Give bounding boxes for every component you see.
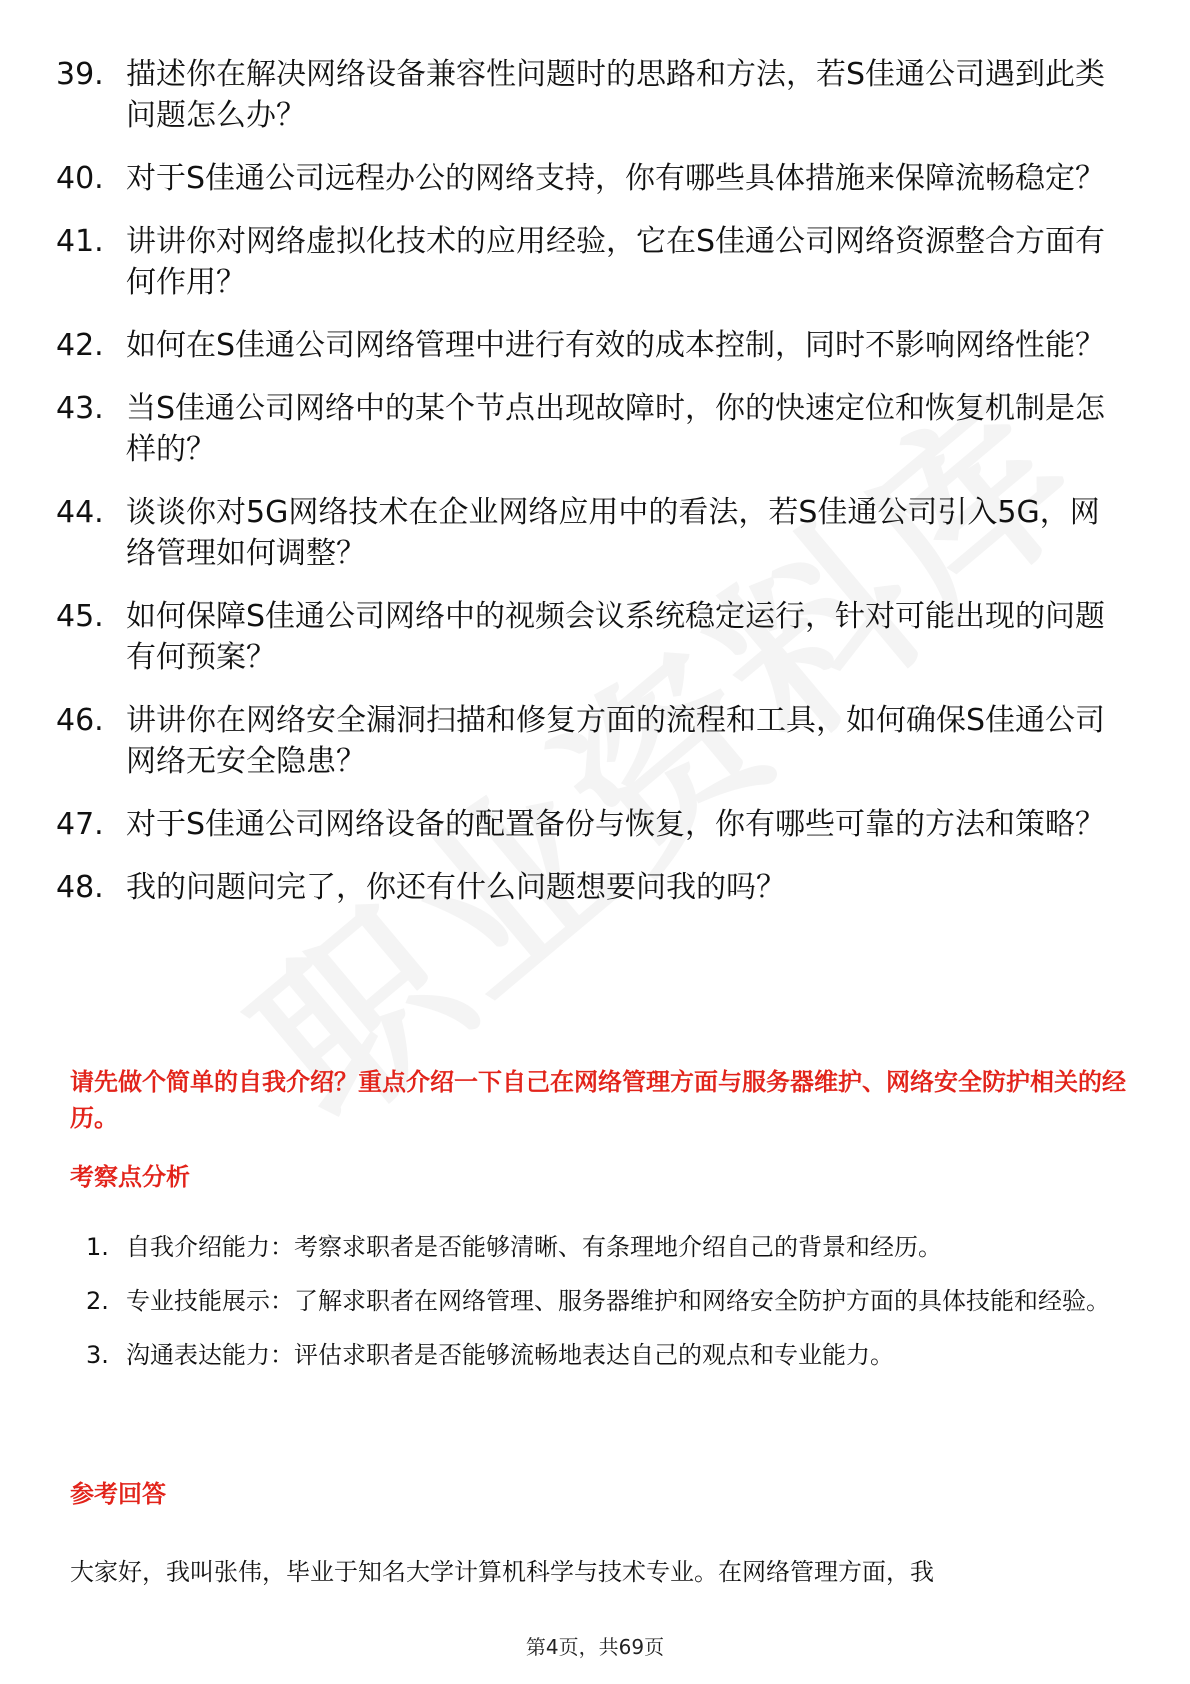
question-item	[0, 492, 1106, 574]
question-item	[0, 596, 1106, 678]
analysis-text: 沟通表达能力：评估求职者是否能够流畅地表达自己的观点和专业能力。	[126, 1341, 894, 1369]
analysis-text: 专业技能展示：了解求职者在网络管理、服务器维护和网络安全防护方面的具体技能和经验。	[126, 1287, 1110, 1315]
question-text: 描述你在解决网络设备兼容性问题时的思路和方法，若S佳通公司遇到此类问题怎么办？	[126, 57, 1106, 133]
question-text: 如何保障S佳通公司网络中的视频会议系统稳定运行，针对可能出现的问题有何预案？	[126, 599, 1106, 675]
question-number: 39.	[56, 57, 104, 92]
featured-question: 请先做个简单的自我介绍？重点介绍一下自己在网络管理方面与服务器维护、网络安全防护相关的经历。	[70, 1068, 1126, 1132]
question-number: 48.	[56, 870, 104, 905]
question-item	[0, 158, 1106, 199]
question-text: 讲讲你对网络虚拟化技术的应用经验，它在S佳通公司网络资源整合方面有何作用？	[126, 224, 1106, 300]
analysis-list	[0, 1220, 1190, 1382]
question-number: 41.	[56, 224, 104, 259]
analysis-number: 1.	[86, 1233, 109, 1261]
question-number: 44.	[56, 495, 104, 530]
question-item	[0, 804, 1106, 845]
question-number: 43.	[56, 391, 104, 426]
question-text: 对于S佳通公司远程办公的网络支持，你有哪些具体措施来保障流畅稳定？	[126, 161, 1106, 196]
question-item	[0, 54, 1106, 136]
question-number: 40.	[56, 161, 104, 196]
question-text: 谈谈你对5G网络技术在企业网络应用中的看法，若S佳通公司引入5G，网络管理如何调整？	[126, 495, 1100, 571]
question-list	[0, 54, 1190, 930]
reference-answer: 大家好，我叫张伟，毕业于知名大学计算机科学与技术专业。在网络管理方面，我	[70, 1558, 934, 1586]
question-text: 当S佳通公司网络中的某个节点出现故障时，你的快速定位和恢复机制是怎样的？	[126, 391, 1106, 467]
question-item	[0, 388, 1106, 470]
question-item	[0, 700, 1106, 782]
question-number: 42.	[56, 328, 104, 363]
question-item	[0, 867, 1106, 908]
analysis-number: 2.	[86, 1287, 109, 1315]
analysis-number: 3.	[86, 1341, 109, 1369]
reference-title: 参考回答	[70, 1480, 166, 1508]
analysis-title: 考察点分析	[70, 1163, 190, 1191]
question-text: 如何在S佳通公司网络管理中进行有效的成本控制，同时不影响网络性能？	[126, 328, 1106, 363]
question-number: 45.	[56, 599, 104, 634]
question-item	[0, 221, 1106, 303]
question-text: 对于S佳通公司网络设备的配置备份与恢复，你有哪些可靠的方法和策略？	[126, 807, 1106, 842]
question-text: 讲讲你在网络安全漏洞扫描和修复方面的流程和工具，如何确保S佳通公司网络无安全隐患？	[126, 703, 1106, 779]
question-text: 我的问题问完了，你还有什么问题想要问我的吗？	[126, 870, 786, 905]
question-number: 47.	[56, 807, 104, 842]
analysis-item	[0, 1220, 1116, 1274]
analysis-text: 自我介绍能力：考察求职者是否能够清晰、有条理地介绍自己的背景和经历。	[126, 1233, 942, 1261]
analysis-item	[0, 1328, 1116, 1382]
analysis-item	[0, 1274, 1116, 1328]
question-number: 46.	[56, 703, 104, 738]
question-item	[0, 325, 1106, 366]
page-footer: 第4页，共69页	[525, 1635, 665, 1659]
